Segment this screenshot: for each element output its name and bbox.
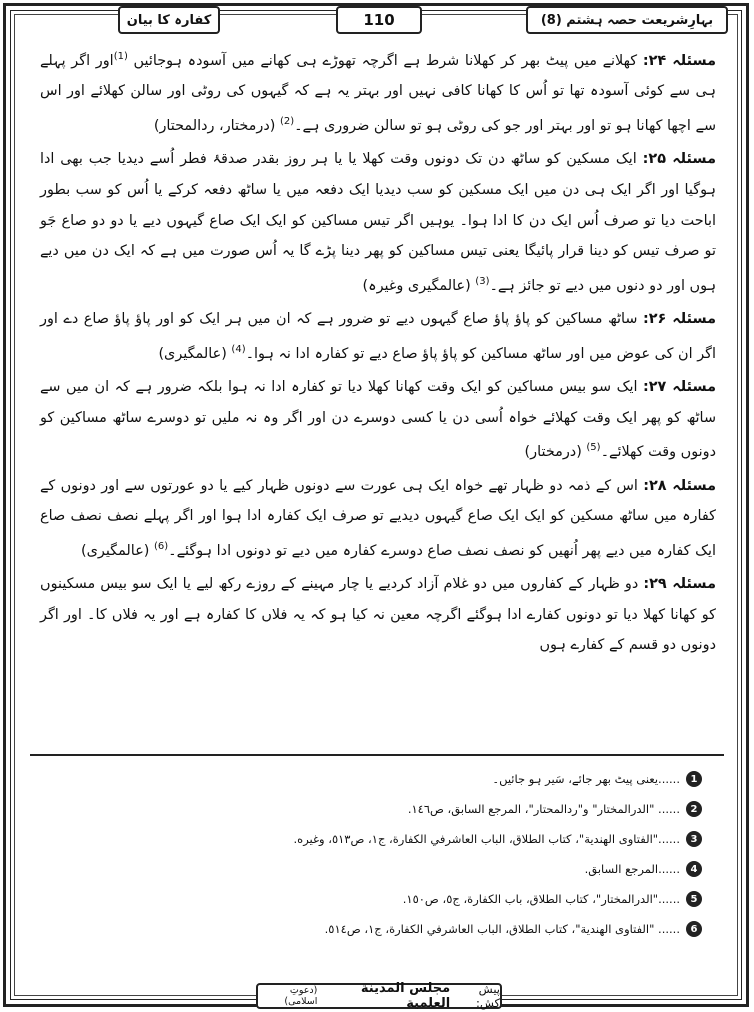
footnotes [30,764,702,944]
paragraph-text: ایک سو بیس مساکین کو ایک وقت کھانا کھلا دیا تو کفارہ ادا نہ ہوا بلکہ ضرور ہے کہ ان میں سے ساٹھ کو پھر ایک وقت کھلائے خواہ اُسی دن یا کسی دوسرے دن اور اگر وہ نہ ملیں تو دوسرے ساٹھ مساکین کو دونوں وقت کھلائے۔ [40,379,716,461]
masala-label: مسئلہ ۲۹: [643,576,716,593]
publisher-name: مجلس المدينة العلمية [360,981,451,1011]
footnote-number-badge: 1 [686,771,702,787]
paragraph-text-continued: اور اگر پہلے ہی سے کوئی آسودہ تھا تو اُس کا کھانا کافی نہیں اور بہتر یہ ہے کہ گیہوں کی روٹی اور سالن کھلائے اور اس سے اچھا کھانا ہو تو اور بہتر اور جو کی روٹی ہو تو سالن ضروری ہے۔ [40,52,716,134]
footnote-ref: (1) [113,51,128,62]
footnote-text: ......المرجع السابق. [584,862,680,876]
source-citation: (عالمگیری) [158,345,232,362]
source-citation: (عالمگیری وغیرہ) [362,277,476,294]
footnote-text: ...... "الفتاوى الهندية"، كتاب الطلاق، الباب العاشرفي الكفارة، ج١، ص٥١٤. [324,922,680,936]
masala-label: مسئلہ ۲۵: [642,151,716,168]
publisher-org: (دعوتِ اسلامی) [284,985,318,1007]
footnote-number-badge: 2 [686,801,702,817]
footnote-item [30,854,702,884]
footnote-text: ......"الدرالمختار"، كتاب الطلاق، باب الكفارة، ج٥، ص١٥٠. [402,892,680,906]
paragraph-text: کھلانے میں پیٹ بھر کر کھلانا شرط ہے اگرچہ تھوڑے ہی کھانے میں آسودہ ہوجائیں [127,52,643,69]
footnote-ref: (6) [153,540,169,552]
masala-paragraph [40,372,716,468]
footnote-ref: (5) [586,442,601,454]
footnote-item [30,884,702,914]
masala-label: مسئلہ ۲۸: [643,477,717,494]
footer-prefix: پیش کش: [475,982,500,1010]
paragraph-text: دو ظہار کے کفاروں میں دو غلام آزاد کردیے یا چار مہینے کے روزے رکھ لیے یا ایک سو بیس مسکینوں کو کھانا کھلا دیا تو دونوں کفارے ادا ہوگئے اگرچہ معین نہ کیا ہو کہ یہ فلاں کا کفارہ ہے اور یہ فلاں کا۔ اور اگر دونوں دو قسم کے کفارے ہوں [40,576,716,654]
page-header [0,4,754,32]
publisher-footer [256,983,502,1009]
masala-paragraph [40,42,716,141]
source-citation: (درمختار، ردالمحتار) [153,117,280,134]
paragraph-text: اس کے ذمہ دو ظہار تھے خواہ ایک ہی عورت سے دونوں ظہار کیے یا دو عورتوں سے اور دونوں کے کفارہ میں ساٹھ مسکین کو ایک ایک صاع گیہوں دیدیے تو صرف ایک کفارہ ادا ہوا اور اگر پہلے نصف نصف صاع ایک کفارہ میں دیے پھر اُنھیں کو نصف نصف صاع دوسرے کفارہ میں دیے تو دونوں ادا ہوگئے۔ [40,477,716,559]
footnote-text: ......یعنی پیٹ بھر جائے، سَیر ہو جائیں۔ [492,772,680,786]
book-title: بہارِشریعت حصہ ہشتم (8) [526,6,728,34]
masala-paragraph [40,144,716,301]
masala-paragraph [40,471,716,567]
footnote-ref: (2) [279,115,295,127]
footnote-separator [30,754,724,756]
footnote-ref: (3) [475,275,490,287]
source-citation: (عالمگیری) [81,542,154,559]
footnote-ref: (4) [231,343,246,355]
paragraph-text: ایک مسکین کو ساٹھ دن تک دونوں وقت کھلا یا یا ہر روز بقدر صدقۂ فطر اُسے دیدیا جب بھی ادا ہوگیا اور اگر ایک ہی دن میں ایک مسکین کو سب دیدیا ایک دفعہ میں یا ساٹھ دفعہ کرکے یا اُس کو سب بطور اباحت دیا تو صرف اُس ایک دن کا ادا ہوا۔ یوہیں اگر تیس مساکین کو ایک ایک صاع گیہوں دیے یا دو دو صاع جَو تو صرف تیس کو دینا قرار پائیگا یعنی تیس مساکین کو پھر دینا پڑے گا یہ اُس صورت میں ہے کہ ایک دن میں دیے ہوں اور دو دنوں میں دیے تو جائز ہے۔ [40,151,716,294]
masala-label: مسئلہ ۲۷: [642,379,717,396]
masala-label: مسئلہ ۲۴: [642,52,717,69]
footnote-item [30,764,702,794]
footnote-item [30,794,702,824]
footnote-item [30,914,702,944]
footnote-number-badge: 3 [686,831,702,847]
main-text [40,42,716,664]
masala-paragraph [40,569,716,661]
chapter-title: کفارہ کا بیان [118,6,220,34]
footnote-number-badge: 5 [686,891,702,907]
paragraph-text: ساٹھ مساکین کو پاؤ پاؤ صاع گیہوں دیے تو ضرور ہے کہ ان میں ہر ایک کو اور پاؤ پاؤ صاع دے اور اگر ان کی عوض میں اور ساٹھ مساکین کو پاؤ پاؤ صاع دیے تو کفارہ ادا نہ ہوا۔ [40,311,716,362]
footnote-text: ......"الفتاوى الهندية"، كتاب الطلاق، الباب العاشرفي الكفارة، ج١، ص٥١٣، وغيره. [293,832,680,846]
masala-paragraph [40,304,716,369]
page-number: 110 [336,6,422,34]
footnote-number-badge: 6 [686,921,702,937]
source-citation: (درمختار) [524,444,587,461]
footnote-text: ...... "الدرالمختار" و"ردالمحتار"، المرجع السابق، ص١٤٦. [407,802,680,816]
footnote-item [30,824,702,854]
masala-label: مسئلہ ۲۶: [642,311,716,328]
footnote-number-badge: 4 [686,861,702,877]
